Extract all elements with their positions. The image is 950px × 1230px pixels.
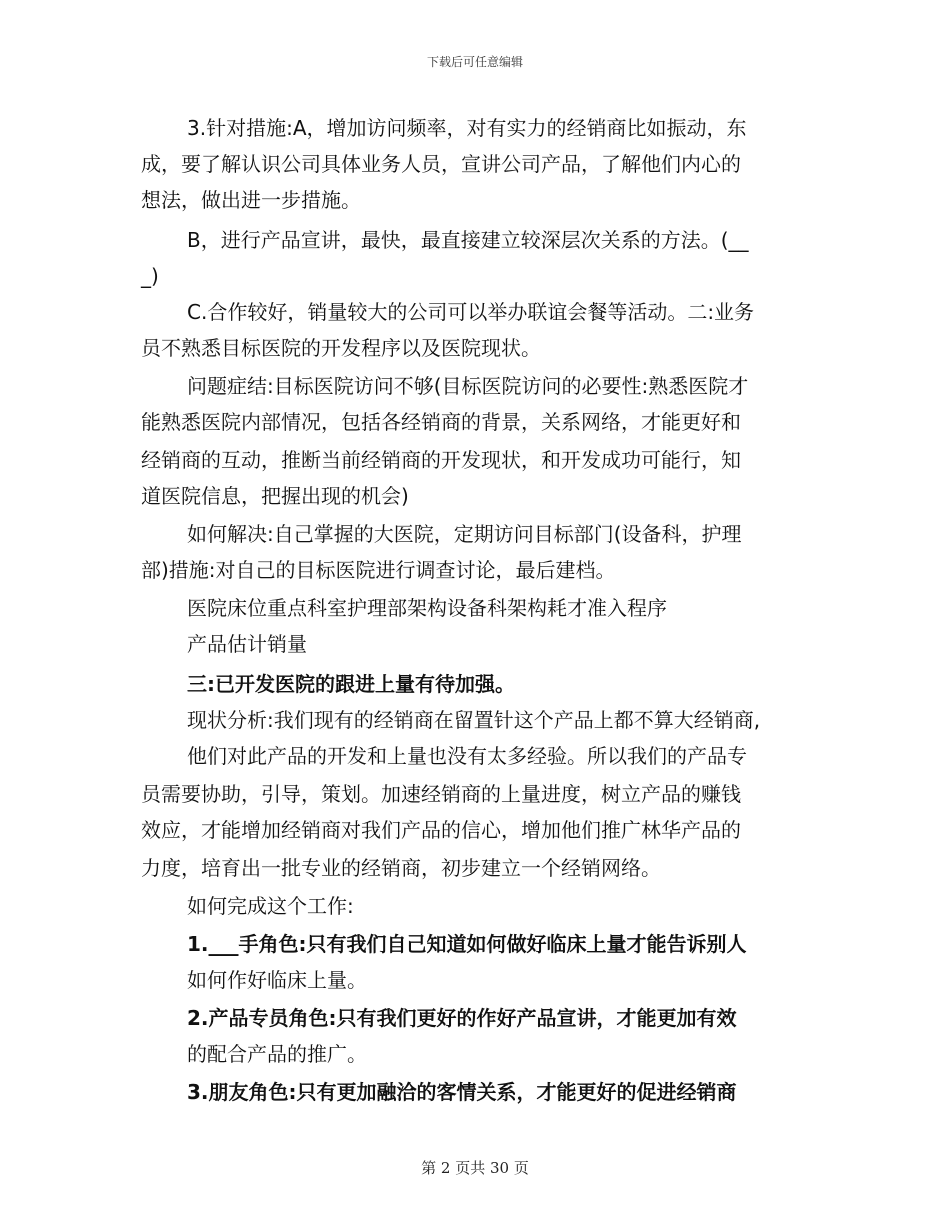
paragraph-line: 员不熟悉目标医院的开发程序以及医院现状。 — [141, 336, 541, 360]
paragraph-line: 问题症结:目标医院访问不够(目标医院访问的必要性:熟悉医院才 — [187, 374, 749, 398]
page-footer: 第 2 页共 30 页 — [421, 1159, 529, 1177]
paragraph-line: 能熟悉医院内部情况，包括各经销商的背景，关系网络，才能更好和 — [141, 410, 741, 434]
paragraph-line: 经销商的互动，推断当前经销商的开发现状，和开发成功可能行，知 — [141, 448, 741, 472]
paragraph-line: _) — [141, 264, 159, 288]
paragraph-line: C.合作较好，销量较大的公司可以举办联谊会餐等活动。二:业务 — [187, 300, 755, 324]
list-item: 2.产品专员角色:只有我们更好的作好产品宣讲，才能更加有效 — [187, 1006, 737, 1030]
paragraph-line: 如何解决:自己掌握的大医院，定期访问目标部门(设备科，护理 — [187, 522, 742, 546]
paragraph-line: B，进行产品宣讲，最快，最直接建立较深层次关系的方法。(__ — [187, 228, 749, 252]
paragraph-line: 部)措施:对自己的目标医院进行调查讨论，最后建档。 — [141, 558, 616, 582]
paragraph-line: 员需要协助，引导，策划。加速经销商的上量进度，树立产品的赚钱 — [141, 782, 741, 806]
list-item: 3.朋友角色:只有更加融洽的客情关系，才能更好的促进经销商 — [187, 1080, 737, 1104]
paragraph-line: 成，要了解认识公司具体业务人员，宣讲公司产品，了解他们内心的 — [141, 152, 741, 176]
paragraph-line: 如何作好临床上量。 — [187, 968, 367, 992]
paragraph-line: 如何完成这个工作: — [187, 894, 354, 918]
paragraph-line: 医院床位重点科室护理部架构设备科架构耗才准入程序 — [187, 596, 667, 620]
paragraph-line: 他们对此产品的开发和上量也没有太多经验。所以我们的产品专 — [187, 744, 747, 768]
paragraph-line: 效应，才能增加经销商对我们产品的信心，增加他们推广林华产品的 — [141, 818, 741, 842]
page-header: 下载后可任意编辑 — [426, 55, 523, 69]
list-item: 1.___手角色:只有我们自己知道如何做好临床上量才能告诉别人 — [187, 932, 747, 956]
paragraph-line: 现状分析:我们现有的经销商在留置针这个产品上都不算大经销商, — [187, 708, 761, 732]
paragraph-line: 力度，培育出一批专业的经销商，初步建立一个经销网络。 — [141, 856, 661, 880]
paragraph-line: 的配合产品的推广。 — [187, 1042, 367, 1066]
paragraph-line: 道医院信息，把握出现的机会) — [141, 484, 409, 508]
paragraph-line: 想法，做出进一步措施。 — [141, 188, 361, 212]
section-heading: 三:已开发医院的跟进上量有待加强。 — [187, 672, 515, 696]
paragraph-line: 3.针对措施:A，增加访问频率，对有实力的经销商比如振动，东 — [187, 116, 747, 140]
paragraph-line: 产品估计销量 — [187, 632, 307, 656]
